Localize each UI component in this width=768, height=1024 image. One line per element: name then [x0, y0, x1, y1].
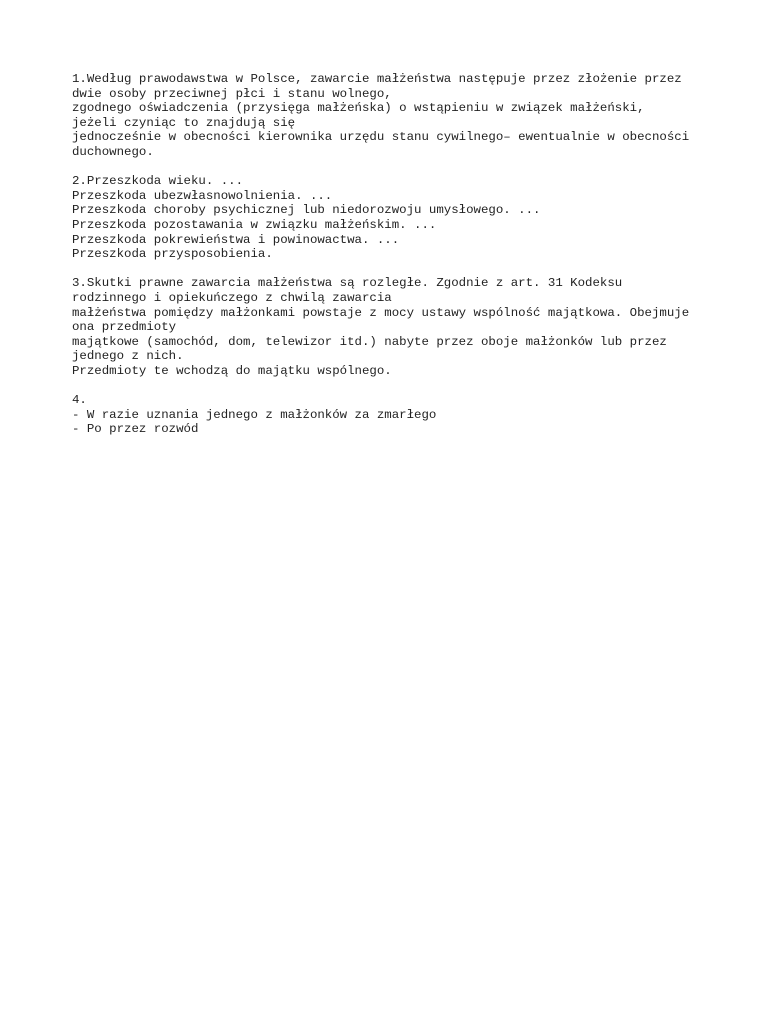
text-line: ona przedmioty — [72, 320, 177, 335]
text-line: duchownego. — [72, 144, 154, 159]
text-line: 3.Skutki prawne zawarcia małżeństwa są rozległe. Zgodnie z art. 31 Kodeksu — [72, 276, 623, 291]
paragraph-1 — [72, 72, 712, 160]
text-line: rodzinnego i opiekuńczego z chwilą zawarcia — [72, 290, 392, 305]
text-line: dwie osoby przeciwnej płci i stanu wolnego, — [72, 86, 392, 101]
text-line: Przeszkoda przysposobienia. — [72, 247, 273, 262]
text-line: małżeństwa pomiędzy małżonkami powstaje z mocy ustawy wspólność majątkowa. Obejmuje — [72, 305, 690, 320]
document-page — [72, 72, 712, 437]
paragraph-4 — [72, 393, 712, 437]
text-line: 2.Przeszkoda wieku. ... — [72, 174, 244, 189]
paragraph-spacer — [72, 262, 712, 277]
list-item: - Po przez rozwód — [72, 422, 199, 437]
text-line: jednocześnie w obecności kierownika urzędu stanu cywilnego– ewentualnie w obecności — [72, 130, 690, 145]
paragraph-spacer — [72, 378, 712, 393]
text-line: Przedmioty te wchodzą do majątku wspólnego. — [72, 363, 392, 378]
text-line: Przeszkoda pozostawania w związku małżeńskim. ... — [72, 217, 437, 232]
text-line: Przeszkoda pokrewieństwa i powinowactwa. ... — [72, 232, 400, 247]
paragraph-2 — [72, 174, 712, 262]
list-item: - W razie uznania jednego z małżonków za zmarłego — [72, 407, 437, 422]
paragraph-3 — [72, 276, 712, 378]
text-line: Przeszkoda choroby psychicznej lub niedorozwoju umysłowego. ... — [72, 203, 541, 218]
text-line: zgodnego oświadczenia (przysięga małżeńska) o wstąpieniu w związek małżeński, — [72, 101, 645, 116]
text-line: Przeszkoda ubezwłasnowolnienia. ... — [72, 188, 333, 203]
text-line: jednego z nich. — [72, 349, 184, 364]
text-line: jeżeli czyniąc to znajdują się — [72, 115, 296, 130]
text-line: majątkowe (samochód, dom, telewizor itd.) nabyte przez oboje małżonków lub przez — [72, 334, 667, 349]
paragraph-spacer — [72, 160, 712, 175]
text-line: 4. — [72, 393, 87, 408]
text-line: 1.Według prawodawstwa w Polsce, zawarcie małżeństwa następuje przez złożenie przez — [72, 72, 682, 86]
